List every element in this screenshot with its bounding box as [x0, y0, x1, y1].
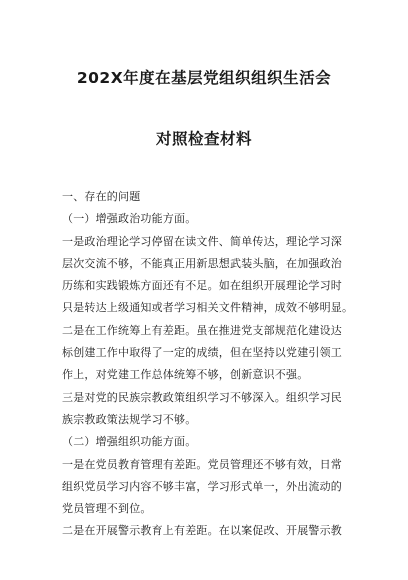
paragraph-line: 三是对党的民族宗教政策组织学习不够深入。组织学习民 [62, 390, 342, 404]
paragraph-line: 组织党员学习内容不够丰富，学习形式单一，外出流动的 [62, 479, 342, 493]
paragraph-line: 一是政治理论学习停留在读文件、简单传达，理论学习深 [62, 234, 342, 248]
subsection-heading: （一）增强政治功能方面。 [62, 212, 197, 226]
paragraph-line: 党员管理不到位。 [62, 502, 152, 516]
paragraph-line: 层次交流不够，不能真正用新思想武装头脑，在加强政治 [62, 256, 342, 270]
paragraph-line: 作上，对党建工作总体统筹不够，创新意识不强。 [62, 368, 309, 382]
paragraph-line: 二是在工作统筹上有差距。虽在推进党支部规范化建设达 [62, 323, 342, 337]
paragraph-line: 族宗教政策法规学习不够。 [62, 412, 197, 426]
section-heading: 一、存在的问题 [62, 190, 141, 203]
paragraph-line: 标创建工作中取得了一定的成绩，但在坚持以党建引领工 [62, 346, 342, 360]
document-subtitle: 对照检查材料 [155, 130, 252, 148]
paragraph-line: 二是在开展警示教育上有差距。在以案促改、开展警示教 [62, 524, 342, 538]
document-body [62, 186, 354, 543]
document-title: 202X年度在基层党组织组织生活会 [76, 69, 332, 87]
paragraph-line: 只是转达上级通知或者学习相关文件精神，成效不够明显。 [62, 301, 354, 315]
paragraph-line: 一是在党员教育管理有差距。党员管理还不够有效，日常 [62, 457, 342, 471]
subsection-heading: （二）增强组织功能方面。 [62, 435, 197, 449]
paragraph-line: 历练和实践锻炼方面还有不足。如在组织开展理论学习时 [62, 279, 342, 293]
